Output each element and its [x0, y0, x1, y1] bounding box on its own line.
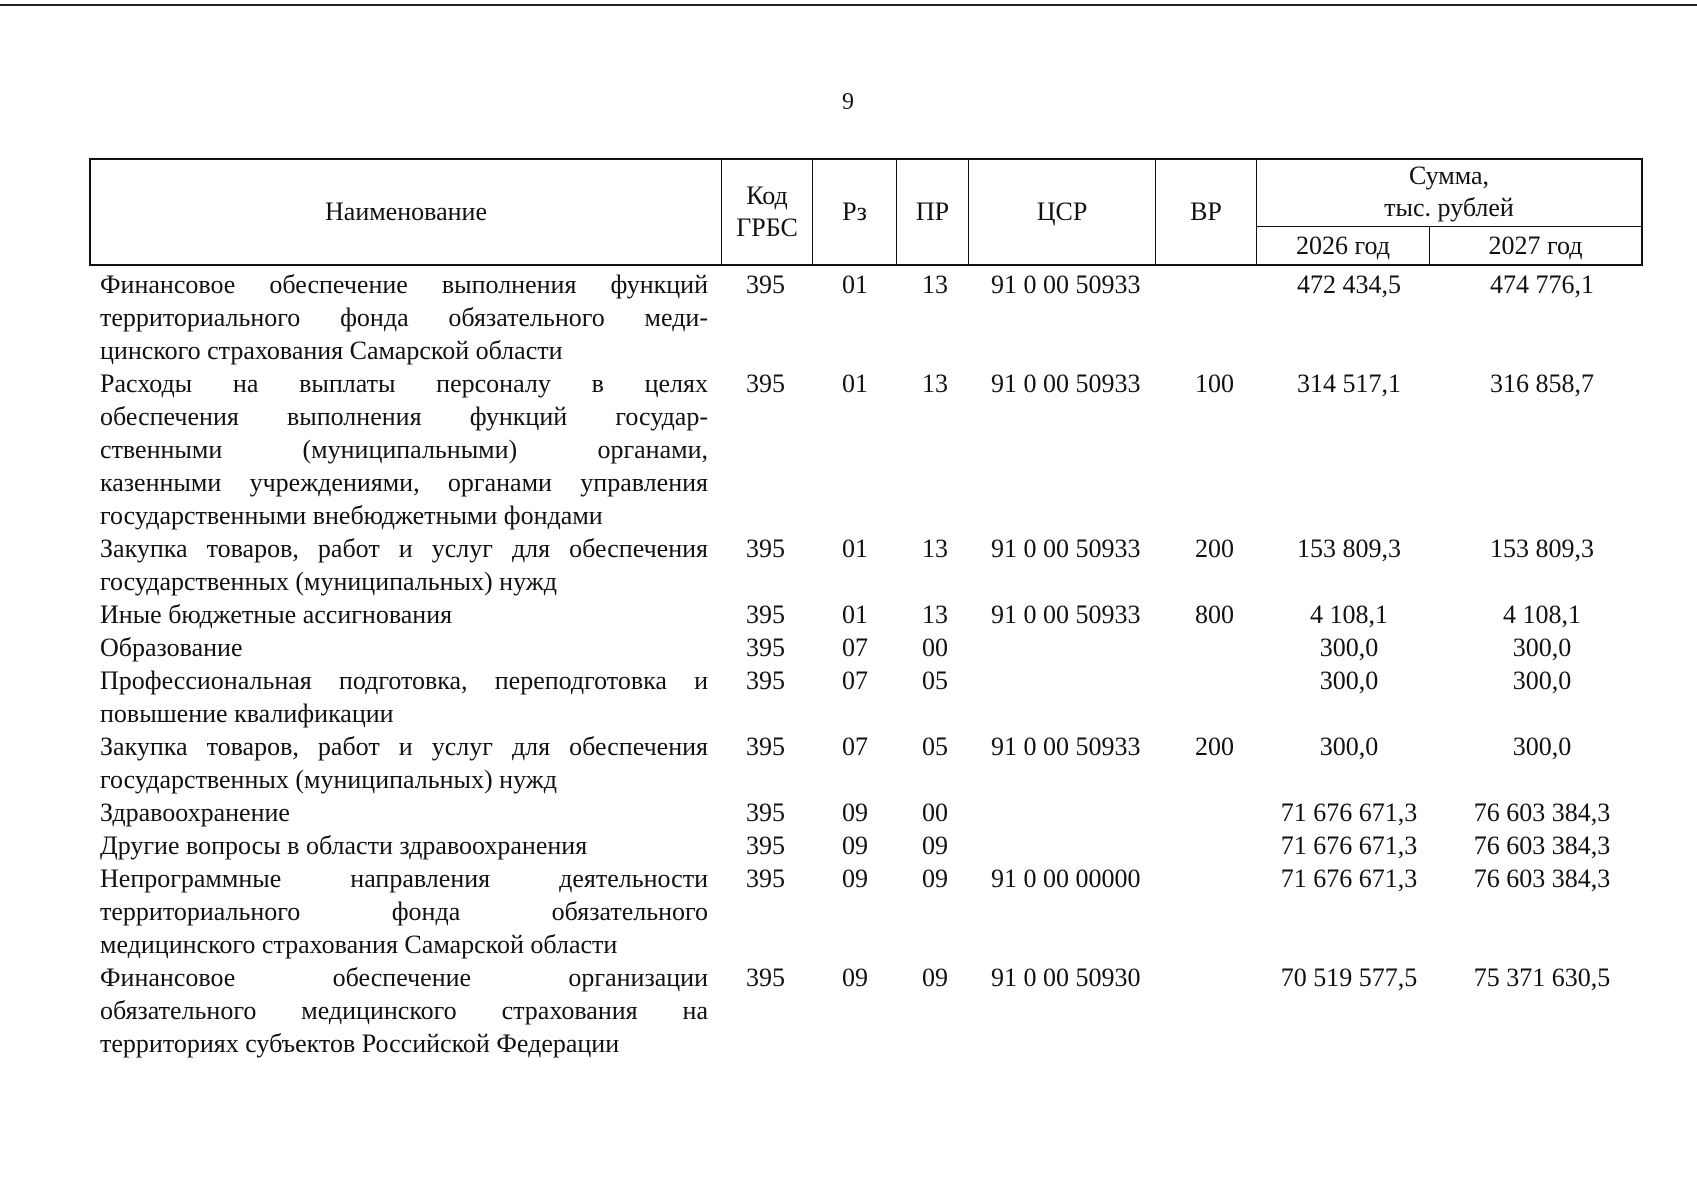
row-name — [100, 598, 708, 631]
row-grbs: 395 — [746, 666, 785, 695]
table-row — [89, 730, 1643, 796]
page-number: 9 — [842, 89, 854, 115]
row-grbs: 395 — [746, 831, 785, 860]
row-name — [100, 796, 708, 829]
row-rz: 01 — [842, 270, 868, 299]
row-sum-2027: 474 776,1 — [1490, 270, 1594, 299]
row-name — [100, 367, 708, 532]
row-sum-2026: 300,0 — [1319, 732, 1379, 761]
row-name-line: Профессиональная подготовка, переподготовка и — [100, 666, 708, 695]
table-row — [89, 664, 1643, 730]
row-csr: 91 0 00 00000 — [991, 864, 1141, 893]
row-name-line: Закупка товаров, работ и услуг для обеспечения — [100, 732, 708, 761]
row-grbs: 395 — [746, 732, 785, 761]
row-name-line: казенными учреждениями, органами управления — [100, 468, 708, 497]
row-rz: 09 — [842, 798, 868, 827]
row-pr: 13 — [922, 270, 948, 299]
header-year-2026: 2026 год — [1296, 230, 1390, 260]
row-name-line: Финансовое обеспечение выполнения функций — [100, 270, 708, 299]
row-csr: 91 0 00 50930 — [991, 963, 1141, 992]
row-csr: 91 0 00 50933 — [991, 534, 1141, 563]
table-row — [89, 598, 1643, 631]
row-name-line: государственных (муниципальных) нужд — [100, 765, 557, 794]
row-sum-2026: 4 108,1 — [1310, 600, 1388, 629]
table-row — [89, 961, 1643, 1060]
table-body — [89, 268, 1643, 1060]
row-name-line: повышение квалификации — [100, 699, 394, 728]
row-pr: 05 — [922, 666, 948, 695]
row-sum-2027: 76 603 384,3 — [1473, 798, 1611, 827]
row-pr: 00 — [922, 798, 948, 827]
table-row — [89, 631, 1643, 664]
row-csr: 91 0 00 50933 — [991, 270, 1141, 299]
row-rz: 01 — [842, 369, 868, 398]
row-name — [100, 532, 708, 598]
row-sum-2027: 316 858,7 — [1490, 369, 1594, 398]
row-pr: 09 — [922, 831, 948, 860]
row-sum-2026: 70 519 577,5 — [1280, 963, 1418, 992]
row-vr: 200 — [1195, 534, 1234, 563]
row-grbs: 395 — [746, 600, 785, 629]
row-pr: 13 — [922, 600, 948, 629]
header-rz: Рз — [842, 197, 867, 226]
row-csr: 91 0 00 50933 — [991, 732, 1141, 761]
table-row — [89, 367, 1643, 532]
row-sum-2027: 300,0 — [1512, 633, 1572, 662]
row-name-line: Другие вопросы в области здравоохранения — [100, 831, 588, 860]
row-vr: 200 — [1195, 732, 1234, 761]
row-name-line: цинского страхования Самарской области — [100, 336, 563, 365]
row-name-line: территориального фонда обязательного меди- — [100, 303, 708, 332]
row-pr: 13 — [922, 369, 948, 398]
row-sum-2027: 76 603 384,3 — [1473, 864, 1611, 893]
row-sum-2027: 153 809,3 — [1490, 534, 1594, 563]
row-name-line: Финансовое обеспечение организации — [100, 963, 708, 992]
row-sum-2027: 75 371 630,5 — [1473, 963, 1611, 992]
row-grbs: 395 — [746, 534, 785, 563]
row-rz: 01 — [842, 600, 868, 629]
row-name — [100, 961, 708, 1060]
row-name-line: территориального фонда обязательного — [100, 897, 708, 926]
row-sum-2026: 300,0 — [1319, 633, 1379, 662]
row-rz: 07 — [842, 633, 868, 662]
row-pr: 00 — [922, 633, 948, 662]
row-rz: 07 — [842, 666, 868, 695]
row-rz: 09 — [842, 963, 868, 992]
header-name: Наименование — [325, 197, 487, 226]
row-vr: 800 — [1195, 600, 1234, 629]
row-name-line: государственных (муниципальных) нужд — [100, 567, 557, 596]
header-sum: Сумма, тыс. рублей — [1384, 161, 1514, 222]
row-rz: 09 — [842, 831, 868, 860]
row-grbs: 395 — [746, 270, 785, 299]
row-name-line: Непрограммные направления деятельности — [100, 864, 708, 893]
table-row — [89, 532, 1643, 598]
row-name-line: Расходы на выплаты персоналу в целях — [100, 369, 708, 398]
row-name-line: Здравоохранение — [100, 798, 290, 827]
row-name-line: территориях субъектов Российской Федерации — [100, 1029, 620, 1058]
row-name-line: медицинского страхования Самарской области — [100, 930, 618, 959]
header-csr: ЦСР — [1036, 197, 1088, 226]
row-pr: 09 — [922, 864, 948, 893]
row-sum-2026: 314 517,1 — [1297, 369, 1401, 398]
row-grbs: 395 — [746, 369, 785, 398]
row-grbs: 395 — [746, 864, 785, 893]
row-name-line: обеспечения выполнения функций государ- — [100, 402, 708, 431]
row-sum-2027: 300,0 — [1512, 732, 1572, 761]
row-vr: 100 — [1195, 369, 1234, 398]
row-grbs: 395 — [746, 633, 785, 662]
row-sum-2027: 300,0 — [1512, 666, 1572, 695]
row-rz: 01 — [842, 534, 868, 563]
row-sum-2026: 153 809,3 — [1297, 534, 1401, 563]
table-header — [89, 158, 1643, 266]
row-name — [100, 862, 708, 961]
row-csr: 91 0 00 50933 — [991, 369, 1141, 398]
header-vr: ВР — [1190, 197, 1222, 226]
row-rz: 07 — [842, 732, 868, 761]
row-name-line: государственными внебюджетными фондами — [100, 501, 603, 530]
table-row — [89, 862, 1643, 961]
table-row — [89, 268, 1643, 367]
table-row — [89, 829, 1643, 862]
table-row — [89, 796, 1643, 829]
row-pr: 05 — [922, 732, 948, 761]
row-name — [100, 664, 708, 730]
row-name — [100, 631, 708, 664]
row-csr: 91 0 00 50933 — [991, 600, 1141, 629]
row-name-line: Образование — [100, 633, 243, 662]
row-sum-2026: 300,0 — [1319, 666, 1379, 695]
row-name-line: ственными (муниципальными) органами, — [100, 435, 708, 464]
row-sum-2026: 71 676 671,3 — [1280, 831, 1418, 860]
header-pr: ПР — [915, 197, 950, 226]
row-sum-2027: 4 108,1 — [1503, 600, 1581, 629]
row-sum-2026: 71 676 671,3 — [1280, 864, 1418, 893]
row-pr: 09 — [922, 963, 948, 992]
top-rule — [0, 4, 1697, 6]
row-pr: 13 — [922, 534, 948, 563]
row-name — [100, 730, 708, 796]
row-name-line: Иные бюджетные ассигнования — [100, 600, 453, 629]
row-grbs: 395 — [746, 798, 785, 827]
row-name — [100, 829, 708, 862]
row-sum-2026: 71 676 671,3 — [1280, 798, 1418, 827]
header-year-2027: 2027 год — [1488, 230, 1583, 260]
row-name-line: обязательного медицинского страхования на — [100, 996, 708, 1025]
row-name — [100, 268, 708, 367]
header-grbs: Код ГРБС — [736, 181, 798, 242]
row-sum-2027: 76 603 384,3 — [1473, 831, 1611, 860]
row-grbs: 395 — [746, 963, 785, 992]
row-name-line: Закупка товаров, работ и услуг для обеспечения — [100, 534, 708, 563]
row-rz: 09 — [842, 864, 868, 893]
row-sum-2026: 472 434,5 — [1297, 270, 1401, 299]
